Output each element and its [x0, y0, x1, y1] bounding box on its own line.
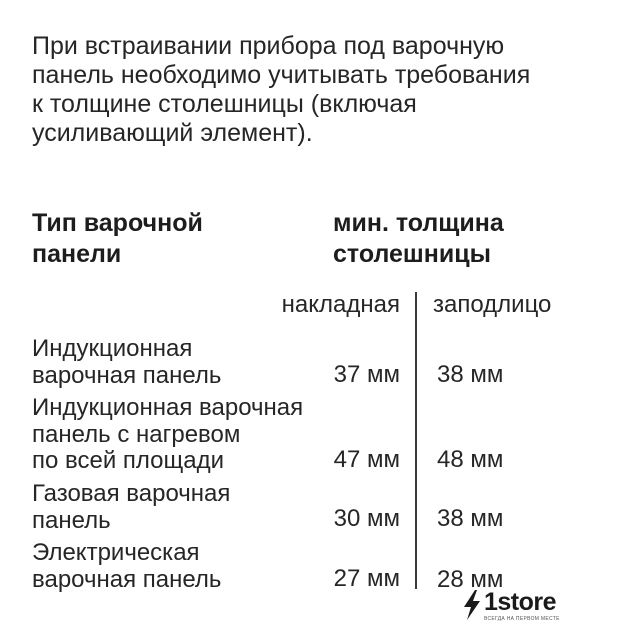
row-value-flush-induction: 38 мм — [437, 361, 504, 388]
subheader-overlay: накладная — [281, 291, 400, 318]
row-value-flush-electric-partial — [437, 566, 504, 593]
logo-name: 1store — [484, 588, 557, 616]
row-label-gas: Газовая варочная панель — [32, 480, 231, 534]
store-logo — [462, 588, 572, 624]
row-value-overlay-gas: 30 мм — [333, 505, 400, 532]
row-value-flush-gas: 38 мм — [437, 505, 504, 532]
logo-tagline: ВСЕГДА НА ПЕРВОМ МЕСТЕ — [484, 616, 560, 622]
row-value-overlay-electric: 27 мм — [333, 565, 400, 592]
row-label-electric: Электрическая варочная панель — [32, 539, 222, 593]
row-value-overlay-induction: 37 мм — [333, 361, 400, 388]
intro-paragraph: При встраивании прибора под варочную панель необходимо учитывать требования к толщине столешницы (включая усиливающий элемент). — [32, 32, 531, 147]
row-value-overlay-induction-full-area: 47 мм — [333, 446, 400, 473]
column-header-hob-type: Тип варочной панели — [32, 209, 203, 268]
lightning-bolt-icon — [462, 590, 482, 620]
column-header-min-thickness: мин. толщина столешницы — [333, 209, 504, 268]
row-value-flush-electric: 28 мм — [437, 566, 504, 593]
subheader-flush: заподлицо — [433, 291, 552, 318]
row-label-induction-full-area: Индукционная варочная панель с нагревом по всей площади — [32, 394, 304, 474]
column-divider — [415, 292, 417, 589]
row-value-flush-induction-full-area: 48 мм — [437, 446, 504, 473]
row-label-induction: Индукционная варочная панель — [32, 335, 222, 389]
